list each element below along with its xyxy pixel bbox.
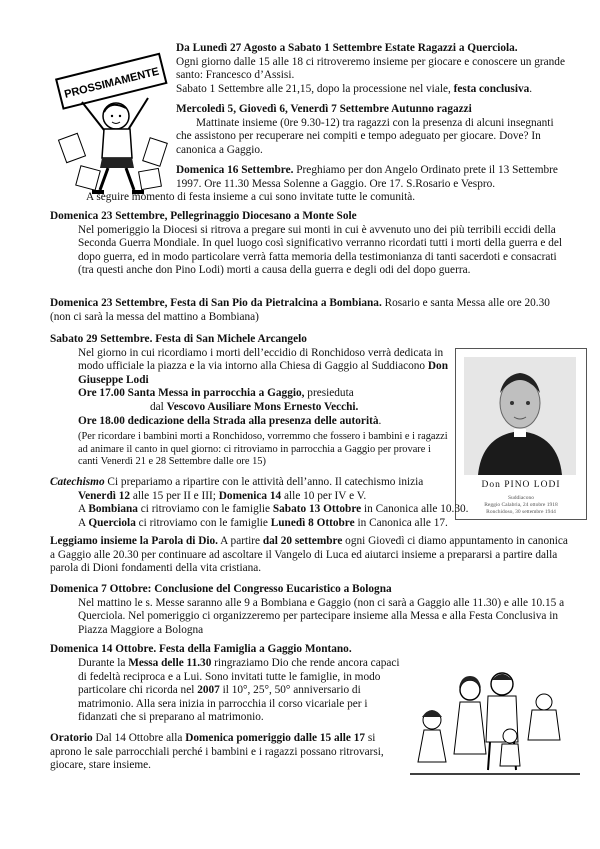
domenica-16-text2: A seguire momento di festa insieme a cui sono invitate tutte le comunità. bbox=[86, 191, 416, 203]
san-pio-text: Rosario e santa Messa alle ore 20.30 (non ci sarà la messa del mattino a Bombiana) bbox=[50, 297, 550, 323]
portrait-image bbox=[464, 357, 576, 475]
family-illustration bbox=[410, 662, 580, 777]
oratorio-block bbox=[50, 732, 402, 773]
congresso-title: Domenica 7 Ottobre: Conclusione del Congresso Eucaristico a Bologna bbox=[50, 583, 392, 595]
dal-20: dal 20 settembre bbox=[262, 535, 343, 547]
estate-ragazzi-title: Da Lunedì 27 Agosto a Sabato 1 Settembre Estate Ragazzi a Querciola. bbox=[176, 42, 518, 54]
san-pio-block bbox=[50, 297, 572, 324]
photo-caption: Don PINO LODI bbox=[481, 480, 561, 490]
catechismo-text: Ci prepariamo a ripartire con le attività dell’anno. Il catechismo inizia bbox=[104, 476, 424, 488]
lunedi-8: Lunedì 8 Ottobre bbox=[270, 516, 355, 529]
san-michele-text: Nel giorno in cui ricordiamo i morti dell’eccidio di Ronchidoso verrà dedicata in modo ufficiale la piazza e la via intorno alla Chiesa di Gaggio al Suddiacono bbox=[78, 346, 444, 373]
t3: ogni Giovedì ci diamo appuntamento in canonica a Gaggio alle 20.30 per continuare ad ascoltare il Vangelo di Luca ed aiutarci insieme a prepararsi a partire dalla parola di Dioni fondamenti della vita cristiana. bbox=[50, 535, 568, 575]
photo-sub3: Ronchidoso, 30 settembre 1944 bbox=[486, 509, 556, 515]
venerdi-12: Venerdì 12 bbox=[78, 489, 130, 502]
messa-1130: Messa delle 11.30 bbox=[128, 657, 212, 669]
t3: ringraziamo Dio che rende ancora capaci di fedeltà reciproca e a Lui. Sono invitati tutte le famiglie, in modo particolare chi ricorda nel bbox=[78, 657, 400, 697]
sign-text: PROSSIMAMENTE bbox=[63, 65, 161, 101]
t1: Durante la bbox=[78, 657, 129, 669]
san-michele-block bbox=[50, 333, 450, 469]
san-michele-title: Sabato 29 Settembre. Festa di San Michele Arcangelo bbox=[50, 333, 307, 345]
festa-conclusiva: festa conclusiva bbox=[453, 82, 530, 95]
l3a: A bbox=[78, 516, 89, 529]
dedicazione-strada: Ore 18.00 dedicazione della Strada alla presenza delle autorità bbox=[78, 414, 379, 427]
l1d: alle 10 per IV e V. bbox=[281, 489, 367, 502]
parola-title: Leggiamo insieme la Parola di Dio. bbox=[50, 535, 218, 547]
l2c: ci ritroviamo con le famiglie bbox=[137, 503, 273, 516]
domenica-14: Domenica 14 bbox=[218, 489, 282, 502]
parola-di-dio-block bbox=[50, 535, 572, 576]
festa-famiglia-title: Domenica 14 Ottobre. Festa della Famiglia a Gaggio Montano. bbox=[50, 643, 352, 655]
san-pio-title: Domenica 23 Settembre, Festa di San Pio da Pietralcina a Bombiana. bbox=[50, 297, 382, 309]
querciola: Querciola bbox=[88, 516, 136, 529]
catechismo-block bbox=[50, 476, 572, 530]
t5: il 10°, 25°, 50° anniversario di matrimonio. Alla sera inizia in parrocchia il corso vicariale per i fidanzati che si preparano al matrimonio. bbox=[78, 684, 368, 724]
l1b: alle 15 per II e III; bbox=[130, 489, 219, 502]
t3: si aprono le sale parrocchiali perché i bambini e i ragazzi possano ritrovarsi, giocare, stare insieme. bbox=[50, 732, 384, 772]
l2a: A bbox=[78, 503, 89, 516]
monte-sole-text: Nel pomeriggio la Diocesi si ritrova a pregare sui monti in cui è avvenuto uno dei più terribili eccidi della Seconda Guerra Mondiale. In quel luogo così significativo verranno ricordati tutti i morti della guerra e del dopo guerra, ed in modo particolare verrà fatta memoria della testimonianza di tanti sacerdoti e consacrati (tra questi anche don Pino Lodi) morti a causa della guerra e degli odi del dopo guerra. bbox=[78, 223, 563, 277]
t1: A partire bbox=[217, 535, 263, 547]
period2: . bbox=[378, 414, 382, 427]
estate-ragazzi-block bbox=[176, 42, 572, 96]
presieduta: presieduta bbox=[304, 387, 354, 400]
festa-famiglia-block bbox=[78, 657, 400, 725]
domenica-16-text: Preghiamo per don Angelo Ordinato prete il 13 Settembre 1997. Ore 11.30 Messa Solenne a Gaggio. Ore 17. S.Rosario e Vespro. bbox=[176, 164, 558, 190]
l3c: ci ritroviamo con le famiglie bbox=[135, 516, 271, 529]
festa-famiglia-title-block bbox=[50, 643, 572, 657]
sabato-13: Sabato 13 Ottobre bbox=[272, 503, 362, 516]
congresso-text: Nel mattino le s. Messe saranno alle 9 a Bombiana e Gaggio (non ci sarà a Gaggio alle 11.30) e alle 10.15 a Querciola. Nel pomeriggio ci organizzeremo per partecipare insieme alla Messa e alla Festa Conclusiva in Piazza Maggiore a Bologna bbox=[78, 596, 565, 636]
messa-17: Ore 17.00 Santa Messa in parrocchia a Gaggio, bbox=[78, 387, 305, 400]
dal-label: dal bbox=[150, 400, 167, 413]
don-giuseppe-lodi: Don Giuseppe Lodi bbox=[78, 360, 448, 386]
l3e: in Canonica alle 17. bbox=[354, 516, 448, 529]
vescovo: Vescovo Ausiliare Mons Ernesto Vecchi. bbox=[166, 400, 359, 413]
oratorio-title: Oratorio bbox=[50, 732, 93, 744]
l2e: in Canonica alle 10.30. bbox=[361, 503, 469, 516]
domenica-16-title: Domenica 16 Settembre. bbox=[176, 164, 294, 176]
prossimamente-illustration bbox=[52, 40, 172, 200]
bombiana: Bombiana bbox=[88, 503, 138, 516]
autunno-ragazzi-block bbox=[176, 103, 572, 157]
anno-2007: 2007 bbox=[197, 684, 220, 697]
t1: Dal 14 Ottobre alla bbox=[92, 732, 186, 744]
domenica-pomeriggio: Domenica pomeriggio dalle 15 alle 17 bbox=[185, 732, 366, 744]
monte-sole-title: Domenica 23 Settembre, Pellegrinaggio Diocesano a Monte Sole bbox=[50, 210, 357, 222]
estate-ragazzi-text: Ogni giorno dalle 15 alle 18 ci ritroveremo insieme per giocare e conoscere un grande santo: Francesco d’Assisi. bbox=[176, 55, 565, 82]
domenica-16-followup bbox=[86, 191, 572, 205]
autunno-ragazzi-text: Mattinate insieme (0re 9.30-12) tra ragazzi con la presenza di alcuni insegnanti che assistono per recuperare nei compiti e tempo adeguato per giocare. Dove? In canonica a Gaggio. bbox=[176, 116, 554, 156]
period: . bbox=[529, 82, 533, 95]
monte-sole-block bbox=[50, 210, 572, 278]
autunno-ragazzi-title: Mercoledì 5, Giovedì 6, Venerdì 7 Settembre Autunno ragazzi bbox=[176, 103, 472, 115]
photo-sub1: Suddiacono bbox=[508, 495, 534, 501]
estate-ragazzi-line2: Sabato 1 Settembre alle 21,15, dopo la processione nel viale, bbox=[176, 82, 454, 95]
domenica-16-block bbox=[176, 164, 572, 191]
catechismo-title: Catechismo bbox=[50, 476, 105, 488]
congresso-block bbox=[50, 583, 572, 637]
photo-sub2: Reggio Calabria, 24 ottobre 1918 bbox=[484, 502, 558, 508]
canti-note: (Per ricordare i bambini morti a Ronchidoso, vorremmo che fossero i bambini e i ragazzi ad animare il canto in quel giorno: ci ritroviamo in parrocchia a Gaggio per provare i canti Venerdì 21 e 28 Settembre dalle ore 15) bbox=[78, 431, 448, 468]
